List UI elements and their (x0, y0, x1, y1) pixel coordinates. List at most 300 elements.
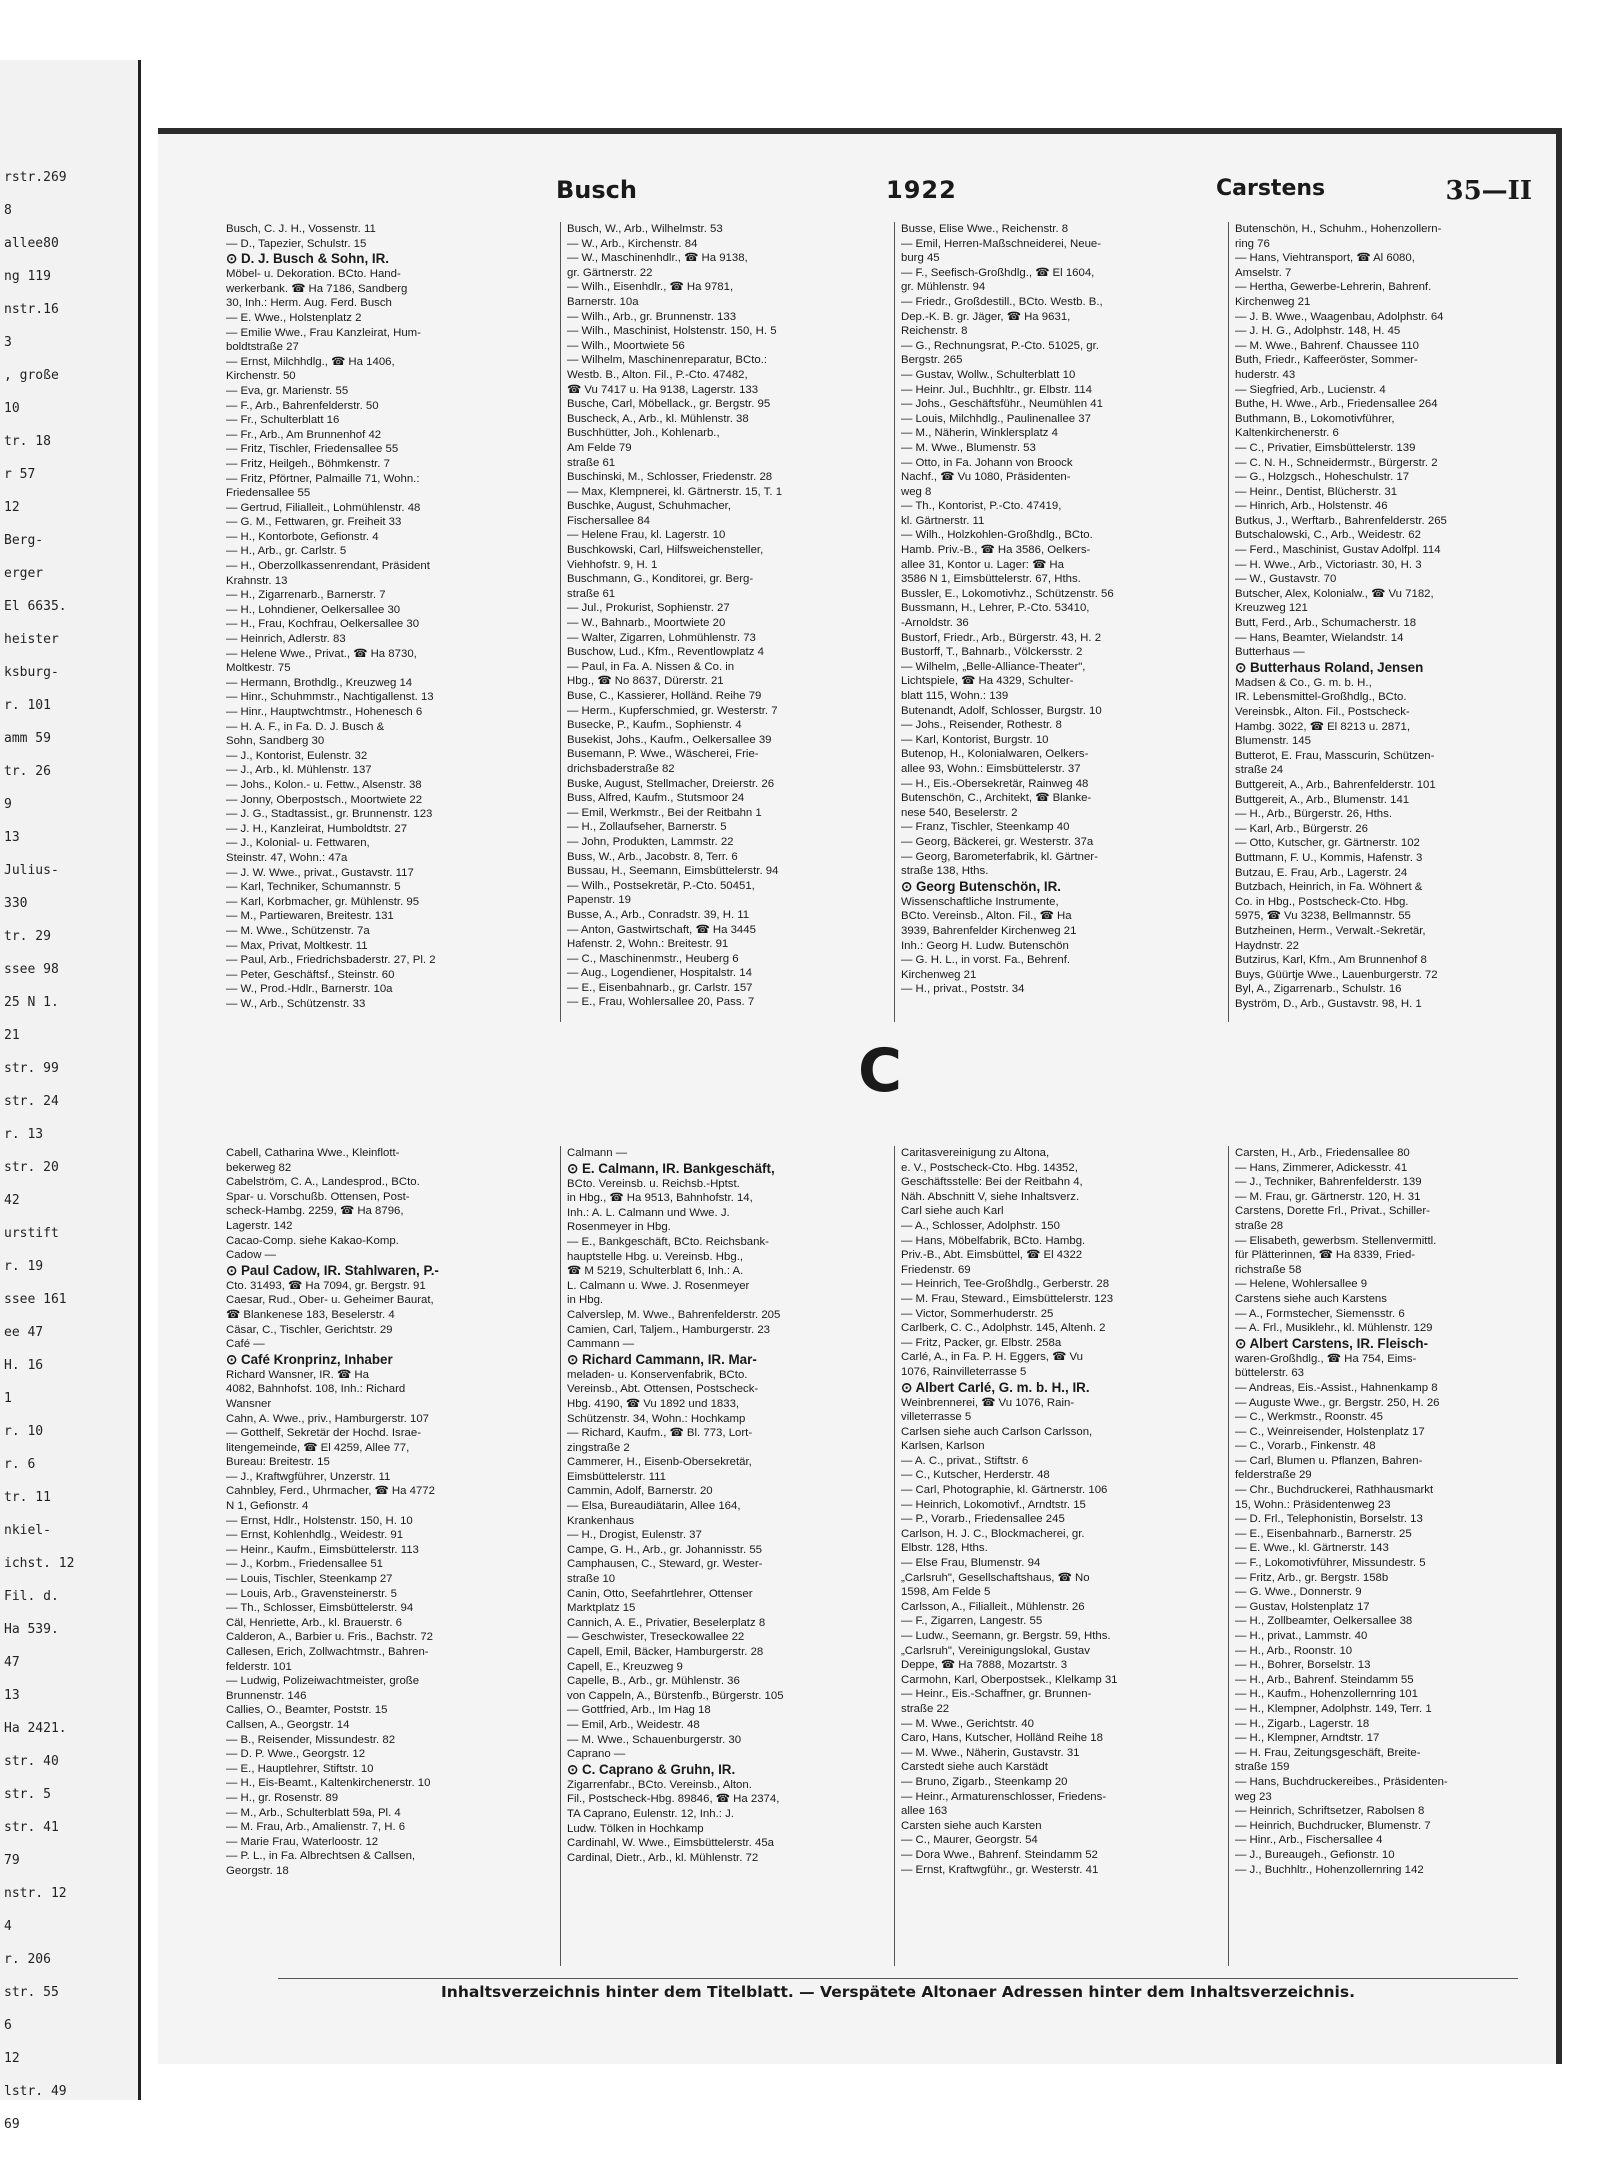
directory-entry: Haydnstr. 22 (1235, 939, 1299, 952)
directory-entry: — W., Gustavstr. 70 (1235, 573, 1337, 586)
directory-entry: — H., Arb., Bahrenf. Steindamm 55 (1235, 1673, 1414, 1686)
directory-entry: — Th., Schlosser, Eimsbüttelerstr. 94 (226, 1602, 414, 1615)
directory-entry: hauptstelle Hbg. u. Vereinsb. Hbg., (567, 1250, 744, 1263)
directory-entry: Buske, August, Stellmacher, Dreierstr. 26 (567, 777, 775, 790)
directory-entry: BCto. Vereinsb., Alton. Fil., ☎ Ha (901, 910, 1072, 923)
directory-entry: Caesar, Rud., Ober- u. Geheimer Baurat, (226, 1294, 434, 1307)
directory-entry: ⊙ Georg Butenschön, IR. (901, 878, 1062, 894)
previous-page-fragment: nstr.16 (4, 302, 59, 317)
previous-page-fragment: H. 16 (4, 1358, 44, 1373)
previous-page-fragment: tr. 18 (4, 434, 51, 449)
directory-entry: Bussau, H., Seemann, Eimsbüttelerstr. 94 (567, 865, 779, 878)
directory-entry: Butenop, H., Kolonialwaren, Oelkers- (901, 748, 1089, 761)
previous-page-fragment: ichst. 12 (4, 1556, 75, 1571)
directory-entry: — D., Tapezier, Schulstr. 15 (226, 237, 367, 250)
directory-entry: — J. H., Kanzleirat, Humboldtstr. 27 (226, 822, 408, 835)
previous-page-fragment: str. 24 (4, 1094, 59, 1109)
directory-entry: — Johs., Kolon.- u. Fettw., Alsenstr. 38 (226, 778, 422, 791)
section-letter: C (858, 1036, 903, 1106)
directory-entry: ⊙ Butterhaus Roland, Jensen (1235, 659, 1424, 675)
directory-entry: — Helene Wwe., Privat., ☎ Ha 8730, (226, 647, 417, 660)
directory-entry: Buschkowski, Carl, Hilfsweichensteller, (567, 544, 764, 557)
directory-entry: — M. Frau, gr. Gärtnerstr. 120, H. 31 (1235, 1190, 1421, 1203)
directory-entry: — M. Wwe., Blumenstr. 53 (901, 441, 1036, 454)
directory-entry: Buse, C., Kassierer, Holländ. Reihe 79 (567, 690, 762, 702)
directory-entry: — C., Maschinenmstr., Heuberg 6 (567, 952, 739, 965)
directory-entry: IR. Lebensmittel-Großhdlg., BCto. (1235, 691, 1407, 704)
previous-page-fragment: str. 55 (4, 1985, 59, 2000)
top-column-4 (1228, 222, 1551, 1022)
directory-entry: Inh.: A. L. Calmann und Wwe. J. (567, 1206, 730, 1219)
directory-entry: — H. Frau, Zeitungsgeschäft, Breite- (1235, 1746, 1421, 1759)
directory-entry: gr. Gärtnerstr. 22 (567, 266, 653, 279)
directory-entry: Madsen & Co., G. m. b. H., (1235, 676, 1372, 689)
directory-entry: straße 10 (567, 1573, 616, 1586)
directory-entry: Hbg. 4190, ☎ Vu 1892 und 1833, (567, 1397, 740, 1410)
directory-page (158, 128, 1562, 2064)
directory-entry: — Hermann, Brothdlg., Kreuzweg 14 (226, 676, 413, 689)
directory-entry: Brunnenstr. 146 (226, 1689, 307, 1702)
directory-entry: Kreuzweg 121 (1235, 602, 1308, 615)
previous-page-fragment: tr. 11 (4, 1490, 51, 1505)
directory-entry: Carlsson, A., Filialleit., Mühlenstr. 26 (901, 1600, 1085, 1613)
page-footer-note: Inhaltsverzeichnis hinter dem Titelblatt. — Verspätete Altonaer Adressen hinter dem Inhaltsverzeichnis. (278, 1978, 1518, 2001)
header-left-keyword: Busch (556, 176, 637, 204)
directory-entry: Carstedt siehe auch Karstädt (901, 1761, 1048, 1774)
directory-entry: Butenschön, H., Schuhm., Hohenzollern- (1235, 223, 1442, 235)
directory-entry: Kirchenweg 21 (901, 968, 977, 981)
directory-entry: — Hertha, Gewerbe-Lehrerin, Bahrenf. (1235, 281, 1432, 294)
previous-page-fragment: 13 (4, 830, 20, 845)
directory-entry: Viehhofstr. 9, H. 1 (567, 558, 658, 571)
previous-page-fragment: nstr. 12 (4, 1886, 67, 1901)
directory-entry: — Chr., Buchdruckerei, Rathhausmarkt (1235, 1484, 1434, 1497)
directory-entry: Rosenmeyer in Hbg. (567, 1221, 671, 1234)
directory-entry: von Cappeln, A., Bürstenfb., Bürgerstr. 105 (567, 1689, 784, 1702)
directory-entry: ⊙ Paul Cadow, IR. Stahlwaren, P.- (226, 1262, 439, 1278)
previous-page-fragment: ksburg- (4, 665, 59, 680)
previous-page-fragment: str. 99 (4, 1061, 59, 1076)
directory-entry: — G., Holzgsch., Hoheschulstr. 17 (1235, 471, 1410, 484)
directory-entry: — Ernst, Kraftwgführ., gr. Westerstr. 41 (901, 1863, 1099, 1876)
directory-entry: N 1, Gefionstr. 4 (226, 1500, 309, 1513)
directory-entry: waren-Großhdlg., ☎ Ha 754, Eims- (1235, 1352, 1417, 1365)
directory-entry: boldtstraße 27 (226, 341, 299, 354)
directory-entry: — Karl, Techniker, Schumannstr. 5 (226, 881, 401, 894)
directory-entry: — Karl, Arb., Bürgerstr. 26 (1235, 822, 1368, 835)
directory-entry: Eimsbüttelerstr. 111 (567, 1470, 666, 1483)
directory-entry: — Gottfried, Arb., Im Hag 18 (567, 1704, 711, 1717)
directory-entry: — Wilh., Eisenhdlr., ☎ Ha 9781, (567, 281, 734, 294)
directory-entry: Busekist, Johs., Kaufm., Oelkersallee 39 (567, 733, 772, 746)
directory-entry: — Wilhelm, Maschinenreparatur, BCto.: (567, 354, 768, 367)
directory-entry: — Emil, Herren-Maßschneiderei, Neue- (901, 237, 1102, 250)
directory-entry: — M. Wwe., Gerichtstr. 40 (901, 1717, 1034, 1730)
directory-entry: — A. Frl., Musiklehr., kl. Mühlenstr. 129 (1235, 1322, 1433, 1335)
directory-entry: — H., Arb., Roonstr. 10 (1235, 1644, 1353, 1657)
directory-entry: — Emil, Werkmstr., Bei der Reitbahn 1 (567, 806, 762, 819)
directory-entry: Butterot, E. Frau, Masscurin, Schützen- (1235, 749, 1435, 762)
directory-entry: — Fr., Arb., Am Brunnenhof 42 (226, 428, 382, 441)
directory-entry: Cabelström, C. A., Landesprod., BCto. (226, 1176, 420, 1189)
previous-page-fragment: str. 5 (4, 1787, 51, 1802)
directory-entry: — Fritz, Tischler, Friedensallee 55 (226, 443, 399, 456)
directory-entry: — W., Arb., Schützenstr. 33 (226, 997, 366, 1010)
directory-entry: felderstr. 101 (226, 1660, 292, 1673)
directory-entry: — Fritz, Pförtner, Palmaille 71, Wohn.: (226, 472, 420, 485)
directory-entry: — C., Kutscher, Herderstr. 48 (901, 1469, 1050, 1482)
directory-entry: Bureau: Breitestr. 15 (226, 1456, 330, 1469)
directory-entry: — Gertrud, Filialleit., Lohmühlenstr. 48 (226, 501, 421, 514)
directory-entry: Vereinsbk., Alton. Fil., Postscheck- (1235, 706, 1410, 718)
directory-entry: — J., Techniker, Bahrenfelderstr. 139 (1235, 1176, 1422, 1189)
directory-entry: Schützenstr. 34, Wohn.: Hochkamp (567, 1412, 746, 1425)
directory-entry: — Max, Privat, Moltkestr. 11 (226, 939, 368, 952)
bottom-column-3 (894, 1146, 1217, 1966)
directory-entry: 4082, Bahnhofst. 108, Inh.: Richard (226, 1383, 406, 1396)
directory-entry: Canin, Otto, Seefahrtlehrer, Ottenser (567, 1587, 753, 1600)
previous-page-fragment: ee 47 (4, 1325, 44, 1340)
directory-entry: Calverslep, M. Wwe., Bahrenfelderstr. 205 (567, 1308, 781, 1321)
directory-entry: — Wilhelm, „Belle-Alliance-Theater", (901, 660, 1086, 673)
directory-entry: Byl, A., Zigarrenarb., Schulstr. 16 (1235, 983, 1402, 996)
directory-entry: 3939, Bahrenfelder Kirchenweg 21 (901, 924, 1077, 937)
previous-page-fragment: ng 119 (4, 269, 51, 284)
directory-entry: — Herm., Kupferschmied, gr. Westerstr. 7 (567, 704, 778, 717)
directory-entry: — H., Bohrer, Borselstr. 13 (1235, 1659, 1371, 1672)
previous-page-fragment: 79 (4, 1853, 20, 1868)
previous-page-fragment: amm 59 (4, 731, 51, 746)
directory-entry: — Max, Klempnerei, kl. Gärtnerstr. 15, T. 1 (567, 485, 783, 498)
previous-page-edge (0, 60, 141, 2132)
directory-entry: Moltkestr. 75 (226, 662, 291, 675)
directory-entry: — A., Schlosser, Adolphstr. 150 (901, 1219, 1060, 1232)
directory-entry: meladen- u. Konservenfabrik, BCto. (567, 1368, 748, 1381)
page-number: 35—II (1445, 176, 1532, 206)
directory-entry: — M. Frau, Arb., Amalienstr. 7, H. 6 (226, 1821, 406, 1834)
directory-entry: Richard Wansner, IR. ☎ Ha (226, 1368, 369, 1381)
directory-entry: ☎ Vu 7417 u. Ha 9138, Lagerstr. 133 (567, 383, 759, 396)
directory-entry: — W., Maschinenhdlr., ☎ Ha 9138, (567, 252, 748, 265)
directory-entry: Camphausen, C., Steward, gr. Wester- (567, 1558, 763, 1571)
directory-entry: allee 163 (901, 1805, 948, 1818)
directory-entry: — H., Arb., Bürgerstr. 26, Hths. (1235, 808, 1392, 821)
directory-entry: — A. C., privat., Stiftstr. 6 (901, 1454, 1029, 1467)
previous-page-fragment: Ha 539. (4, 1622, 59, 1637)
directory-entry: ⊙ D. J. Busch & Sohn, IR. (226, 251, 389, 267)
directory-entry: — H., Kaufm., Hohenzollernring 101 (1235, 1688, 1418, 1701)
directory-entry: — J. H. G., Adolphstr. 148, H. 45 (1235, 325, 1401, 338)
directory-entry: — Hans, Beamter, Wielandstr. 14 (1235, 631, 1404, 644)
directory-entry: 1598, Am Felde 5 (901, 1586, 991, 1599)
directory-entry: — E., Eisenbahnarb., gr. Carlstr. 157 (567, 981, 753, 994)
directory-entry: Cahnbley, Ferd., Uhrmacher, ☎ Ha 4772 (226, 1485, 435, 1498)
directory-entry: — H., gr. Rosenstr. 89 (226, 1791, 339, 1804)
directory-entry: — Louis, Arb., Gravensteinerstr. 5 (226, 1587, 397, 1600)
previous-page-fragment: r. 101 (4, 698, 51, 713)
page-header (198, 176, 1546, 210)
directory-entry: Priv.-B., Abt. Eimsbüttel, ☎ El 4322 (901, 1249, 1083, 1262)
directory-entry: — C. N. H., Schneidermstr., Bürgerstr. 2 (1235, 456, 1438, 469)
directory-entry: in Hbg. (567, 1294, 604, 1307)
directory-entry: Am Felde 79 (567, 441, 632, 454)
directory-entry: Caritasvereinigung zu Altona, (901, 1147, 1050, 1159)
directory-entry: Butscher, Alex, Kolonialw., ☎ Vu 7182, (1235, 587, 1434, 600)
directory-entry: ⊙ E. Calmann, IR. Bankgeschäft, (567, 1160, 775, 1176)
directory-entry: Carsten siehe auch Karsten (901, 1819, 1042, 1832)
directory-entry: — Wilh., Moortwiete 56 (567, 339, 685, 352)
directory-entry: BCto. Vereinsb. u. Reichsb.-Hptst. (567, 1177, 740, 1190)
directory-entry: — Hans, Möbelfabrik, BCto. Hambg. (901, 1234, 1086, 1247)
directory-entry: Carl siehe auch Karl (901, 1205, 1004, 1218)
directory-entry: — Hans, Buchdruckereibes., Präsidenten- (1235, 1775, 1448, 1788)
directory-entry: e. V., Postscheck-Cto. Hbg. 14352, (901, 1161, 1078, 1174)
directory-entry: Carlsen siehe auch Carlson Carlsson, (901, 1425, 1093, 1438)
directory-entry: — Ferd., Maschinist, Gustav Adolfpl. 114 (1235, 544, 1441, 557)
previous-page-fragment: tr. 26 (4, 764, 51, 779)
directory-entry: Butzbach, Heinrich, in Fa. Wöhnert & (1235, 881, 1423, 894)
directory-entry: — Else Frau, Blumenstr. 94 (901, 1557, 1041, 1570)
directory-entry: straße 159 (1235, 1761, 1290, 1774)
directory-entry: Butkus, J., Werftarb., Bahrenfelderstr. 265 (1235, 514, 1447, 527)
directory-entry: — C., Maurer, Georgstr. 54 (901, 1834, 1038, 1847)
directory-entry: — Wilh., Maschinist, Holstenstr. 150, H. 5 (567, 325, 777, 338)
directory-entry: Hambg. 3022, ☎ El 8213 u. 2871, (1235, 720, 1411, 733)
directory-entry: straße 22 (901, 1702, 950, 1715)
previous-page-fragment: Ha 2421. (4, 1721, 67, 1736)
directory-entry: Carlberk, C. C., Adolphstr. 145, Altenh. 2 (901, 1322, 1106, 1335)
directory-entry: Cammerer, H., Eisenb-Obersekretär, (567, 1456, 752, 1469)
directory-entry: Nachf., ☎ Vu 1080, Präsidenten- (901, 471, 1071, 484)
directory-entry: — Fritz, Packer, gr. Elbstr. 258a (901, 1336, 1062, 1349)
directory-entry: — H., Zollaufseher, Barnerstr. 5 (567, 821, 727, 834)
top-column-2 (560, 222, 883, 1022)
directory-entry: — D. P. Wwe., Georgstr. 12 (226, 1748, 366, 1761)
directory-entry: Karlsen, Karlson (901, 1440, 985, 1453)
directory-entry: — Karl, Kontorist, Burgstr. 10 (901, 733, 1049, 746)
directory-entry: — M. Frau, Steward., Eimsbüttelerstr. 123 (901, 1292, 1114, 1305)
directory-entry: Buthe, H. Wwe., Arb., Friedensallee 264 (1235, 398, 1438, 411)
directory-entry: Buss, W., Arb., Jacobstr. 8, Terr. 6 (567, 850, 738, 863)
directory-entry: Georgstr. 18 (226, 1864, 289, 1877)
previous-page-fragment: 42 (4, 1193, 20, 1208)
directory-entry: Busecke, P., Kaufm., Sophienstr. 4 (567, 719, 742, 732)
directory-entry: Lichtspiele, ☎ Ha 4329, Schulter- (901, 675, 1074, 688)
directory-entry: — G. H. L., in vorst. Fa., Behrenf. (901, 954, 1071, 967)
directory-entry: — H., Lohndiener, Oelkersallee 30 (226, 603, 401, 616)
directory-entry: — John, Produkten, Lammstr. 22 (567, 835, 734, 848)
directory-entry: — Heinrich, Adlerstr. 83 (226, 633, 346, 646)
directory-entry: Carsten, H., Arb., Friedensallee 80 (1235, 1147, 1410, 1159)
directory-entry: Carlson, H. J. C., Blockmacherei, gr. (901, 1527, 1085, 1540)
directory-entry: ☎ Blankenese 183, Beselerstr. 4 (226, 1308, 395, 1321)
directory-entry: — Paul, in Fa. A. Nissen & Co. in (567, 660, 735, 673)
directory-entry: — Louis, Tischler, Steenkamp 27 (226, 1573, 393, 1586)
directory-entry: Butenandt, Adolf, Schlosser, Burgstr. 10 (901, 704, 1102, 717)
directory-entry: Buth, Friedr., Kaffeeröster, Sommer- (1235, 354, 1418, 367)
directory-entry: — Dora Wwe., Bahrenf. Steindamm 52 (901, 1848, 1098, 1861)
directory-entry: werkerbank. ☎ Ha 7186, Sandberg (226, 282, 408, 295)
directory-entry: — C., Vorarb., Finkenstr. 48 (1235, 1440, 1376, 1453)
directory-entry: Cacao-Comp. siehe Kakao-Komp. (226, 1234, 399, 1247)
directory-entry: Cardinal, Dietr., Arb., kl. Mühlenstr. 72 (567, 1851, 759, 1864)
directory-entry: Buscheck, A., Arb., kl. Mühlenstr. 38 (567, 412, 749, 425)
directory-entry: Hafenstr. 2, Wohn.: Breitestr. 91 (567, 938, 729, 951)
directory-entry: Carstens siehe auch Karstens (1235, 1292, 1387, 1305)
directory-entry: — P., Vorarb., Friedensallee 245 (901, 1513, 1065, 1526)
directory-entry: Deppe, ☎ Ha 7888, Mozartstr. 3 (901, 1659, 1068, 1672)
directory-entry: — Ernst, Hdlr., Holstenstr. 150, H. 10 (226, 1514, 413, 1527)
directory-entry: — Friedr., Großdestill., BCto. Westb. B., (901, 295, 1103, 308)
directory-entry: — Aug., Logendiener, Hospitalstr. 14 (567, 967, 752, 980)
directory-entry: — Andreas, Eis.-Assist., Hahnenkamp 8 (1235, 1381, 1438, 1394)
directory-entry: ☎ M 5219, Schulterblatt 6, Inh.: A. (567, 1265, 744, 1278)
directory-entry: Calderon, A., Barbier u. Fris., Bachstr. 72 (226, 1631, 434, 1644)
previous-page-fragment: heister (4, 632, 59, 647)
directory-entry: — Otto, in Fa. Johann von Broock (901, 456, 1073, 469)
directory-entry: — H. A. F., in Fa. D. J. Busch & (226, 720, 385, 733)
directory-entry: — H. Wwe., Arb., Victoriastr. 30, H. 3 (1235, 558, 1422, 571)
directory-entry: — M. Wwe., Schauenburgerstr. 30 (567, 1733, 742, 1746)
directory-entry: Capelle, B., Arb., gr. Mühlenstr. 36 (567, 1675, 740, 1688)
directory-entry: — J., Kontorist, Eulenstr. 32 (226, 749, 368, 762)
previous-page-fragment: str. 40 (4, 1754, 59, 1769)
directory-entry: — Wilh., Holzkohlen-Großhdlg., BCto. (901, 529, 1093, 542)
directory-entry: allee 31, Kontor u. Lager: ☎ Ha (901, 558, 1064, 571)
previous-page-fragment: r. 13 (4, 1127, 44, 1142)
directory-entry: Sohn, Sandberg 30 (226, 735, 325, 748)
directory-entry: — Ludwig, Polizeiwachtmeister, große (226, 1675, 420, 1688)
directory-entry: Busemann, P. Wwe., Wäscherei, Frie- (567, 748, 759, 761)
directory-entry: litengemeinde, ☎ El 4259, Allee 77, (226, 1441, 410, 1454)
directory-entry: — W., Bahnarb., Moortwiete 20 (567, 617, 726, 630)
directory-entry: — Johs., Reisender, Rothestr. 8 (901, 719, 1062, 732)
directory-entry: — Heinr., Kaufm., Eimsbüttelerstr. 113 (226, 1543, 419, 1556)
directory-entry: — Heinrich, Lokomotivf., Arndtstr. 15 (901, 1498, 1086, 1511)
directory-entry: Cäl, Henriette, Arb., kl. Brauerstr. 6 (226, 1616, 402, 1629)
directory-entry: Inh.: Georg H. Ludw. Butenschön (901, 939, 1069, 952)
previous-page-fragment: 4 (4, 1919, 12, 1934)
directory-entry: — F., Seefisch-Großhdlg., ☎ El 1604, (901, 266, 1095, 279)
directory-entry: — Walter, Zigarren, Lohmühlenstr. 73 (567, 631, 756, 644)
directory-entry: — H., Zigarb., Lagerstr. 18 (1235, 1717, 1370, 1730)
directory-entry: ⊙ Richard Cammann, IR. Mar- (567, 1351, 757, 1367)
previous-page-fragment: 8 (4, 203, 12, 218)
directory-entry: Capell, Emil, Bäcker, Hamburgerstr. 28 (567, 1646, 764, 1658)
directory-entry: Busse, A., Arb., Conradstr. 39, H. 11 (567, 908, 750, 921)
directory-entry: Dep.-K. B. gr. Jäger, ☎ Ha 9631, (901, 310, 1071, 323)
directory-entry: Busche, Carl, Möbellack., gr. Bergstr. 95 (567, 398, 771, 411)
directory-entry: — M. Wwe., Schützenstr. 7a (226, 924, 370, 937)
directory-entry: — Karl, Korbmacher, gr. Mühlenstr. 95 (226, 895, 420, 908)
directory-entry: — G., Rechnungsrat, P.-Cto. 51025, gr. (901, 339, 1099, 352)
directory-entry: Kaltenkirchenerstr. 6 (1235, 427, 1339, 440)
directory-entry: — J. W. Wwe., privat., Gustavstr. 117 (226, 866, 414, 879)
directory-entry: zingstraße 2 (567, 1441, 630, 1454)
directory-entry: allee 93, Wohn.: Eimsbüttelerstr. 37 (901, 762, 1081, 775)
directory-entry: Cahn, A. Wwe., priv., Hamburgerstr. 107 (226, 1412, 429, 1425)
directory-entry: — Heinrich, Buchdrucker, Blumenstr. 7 (1235, 1819, 1431, 1832)
directory-entry: Hbg., ☎ No 8637, Dürerstr. 21 (567, 675, 724, 688)
directory-entry: — Hans, Viehtransport, ☎ Al 6080, (1235, 252, 1415, 265)
directory-entry: — Helene Frau, kl. Lagerstr. 10 (567, 529, 726, 542)
header-year: 1922 (886, 176, 957, 204)
directory-entry: — M. Wwe., Bahrenf. Chaussee 110 (1235, 339, 1420, 352)
previous-page-fragment: 13 (4, 1688, 20, 1703)
directory-entry: Butschalowski, C., Arb., Weidestr. 62 (1235, 529, 1421, 542)
directory-entry: Caro, Hans, Kutscher, Holländ Reihe 18 (901, 1732, 1103, 1745)
directory-entry: Kirchenstr. 50 (226, 370, 296, 383)
directory-entry: gr. Mühlenstr. 94 (901, 281, 986, 294)
directory-entry: Butt, Ferd., Arb., Schumacherstr. 18 (1235, 617, 1417, 630)
directory-entry: straße 24 (1235, 764, 1284, 777)
previous-page-fragment: r. 206 (4, 1952, 51, 1967)
bottom-column-4 (1228, 1146, 1551, 1966)
directory-entry: — Richard, Kaufm., ☎ Bl. 773, Lort- (567, 1427, 753, 1440)
previous-page-fragment: , große (4, 368, 59, 383)
directory-entry: — Hinr., Hauptwchtmstr., Hohenesch 6 (226, 706, 423, 718)
directory-entry: — H., Zollbeamter, Oelkersallee 38 (1235, 1615, 1413, 1628)
previous-page-fragment: 47 (4, 1655, 20, 1670)
previous-page-fragment: Fil. d. (4, 1589, 59, 1604)
directory-entry: — H., Klempner, Arndtstr. 17 (1235, 1732, 1380, 1745)
directory-entry: Caprano — (567, 1748, 626, 1761)
directory-entry: — M., Näherin, Winklersplatz 4 (901, 427, 1058, 440)
directory-entry: — Hinr., Arb., Fischersallee 4 (1235, 1834, 1383, 1847)
directory-entry: — Franz, Tischler, Steenkamp 40 (901, 821, 1070, 834)
directory-entry: — Auguste Wwe., gr. Bergstr. 250, H. 26 (1235, 1396, 1440, 1409)
directory-entry: straße 28 (1235, 1219, 1284, 1232)
directory-entry: Butenschön, C., Architekt, ☎ Blanke- (901, 792, 1092, 805)
directory-entry: — Marie Frau, Waterloostr. 12 (226, 1835, 379, 1848)
directory-entry: ⊙ Albert Carstens, IR. Fleisch- (1235, 1335, 1429, 1351)
directory-entry: — F., Zigarren, Langestr. 55 (901, 1615, 1043, 1628)
directory-entry: Lagerstr. 142 (226, 1219, 293, 1232)
directory-entry: Bustorf, Friedr., Arb., Bürgerstr. 43, H. 2 (901, 631, 1102, 644)
directory-entry: Buss, Alfred, Kaufm., Stutsmoor 24 (567, 792, 745, 805)
directory-entry: Campe, G. H., Arb., gr. Johannisstr. 55 (567, 1543, 762, 1556)
directory-entry: burg 45 (901, 252, 940, 265)
bottom-column-1 (226, 1146, 542, 1966)
directory-entry: — B., Reisender, Missundestr. 82 (226, 1733, 396, 1746)
directory-entry: — A., Formstecher, Siemensstr. 6 (1235, 1307, 1405, 1320)
directory-entry: — H., Zigarrenarb., Barnerstr. 7 (226, 589, 386, 602)
directory-entry: — M. Wwe., Näherin, Gustavstr. 31 (901, 1746, 1080, 1759)
directory-entry: — Gustav, Holstenplatz 17 (1235, 1600, 1370, 1613)
directory-entry: Vereinsb., Abt. Ottensen, Postscheck- (567, 1383, 759, 1396)
directory-entry: — Emilie Wwe., Frau Kanzleirat, Hum- (226, 326, 421, 339)
directory-entry: — Carl, Blumen u. Pflanzen, Bahren- (1235, 1454, 1423, 1467)
directory-entry: Butzheinen, Herm., Verwalt.-Sekretär, (1235, 924, 1426, 937)
previous-page-fragment: El 6635. (4, 599, 67, 614)
previous-page-fragment: 3 (4, 335, 12, 350)
directory-entry: — E., Eisenbahnarb., Barnerstr. 25 (1235, 1527, 1412, 1540)
directory-entry: — H., Klempner, Adolphstr. 149, Terr. 1 (1235, 1702, 1432, 1715)
directory-entry: 1076, Rainvilleterrasse 5 (901, 1365, 1027, 1378)
previous-page-fragment: str. 41 (4, 1820, 59, 1835)
directory-entry: — D. Frl., Telephonistin, Borselstr. 13 (1235, 1513, 1423, 1526)
previous-page-fragment: erger (4, 566, 44, 581)
directory-entry: — Hinrich, Arb., Holstenstr. 46 (1235, 500, 1388, 513)
directory-entry: — Otto, Kutscher, gr. Gärtnerstr. 102 (1235, 837, 1420, 850)
directory-entry: — Wilh., Postsekretär, P.-Cto. 50451, (567, 879, 755, 892)
directory-entry: Buttgereit, A., Arb., Blumenstr. 141 (1235, 793, 1410, 806)
directory-entry: — Ernst, Milchhdlg., ☎ Ha 1406, (226, 355, 395, 368)
directory-entry: Reichenstr. 8 (901, 325, 968, 338)
directory-entry: — Victor, Sommerhuderstr. 25 (901, 1307, 1054, 1320)
directory-entry: scheck-Hambg. 2259, ☎ Ha 8796, (226, 1205, 404, 1218)
directory-entry: — H., Eis-Beamt., Kaltenkirchenerstr. 10 (226, 1777, 431, 1790)
